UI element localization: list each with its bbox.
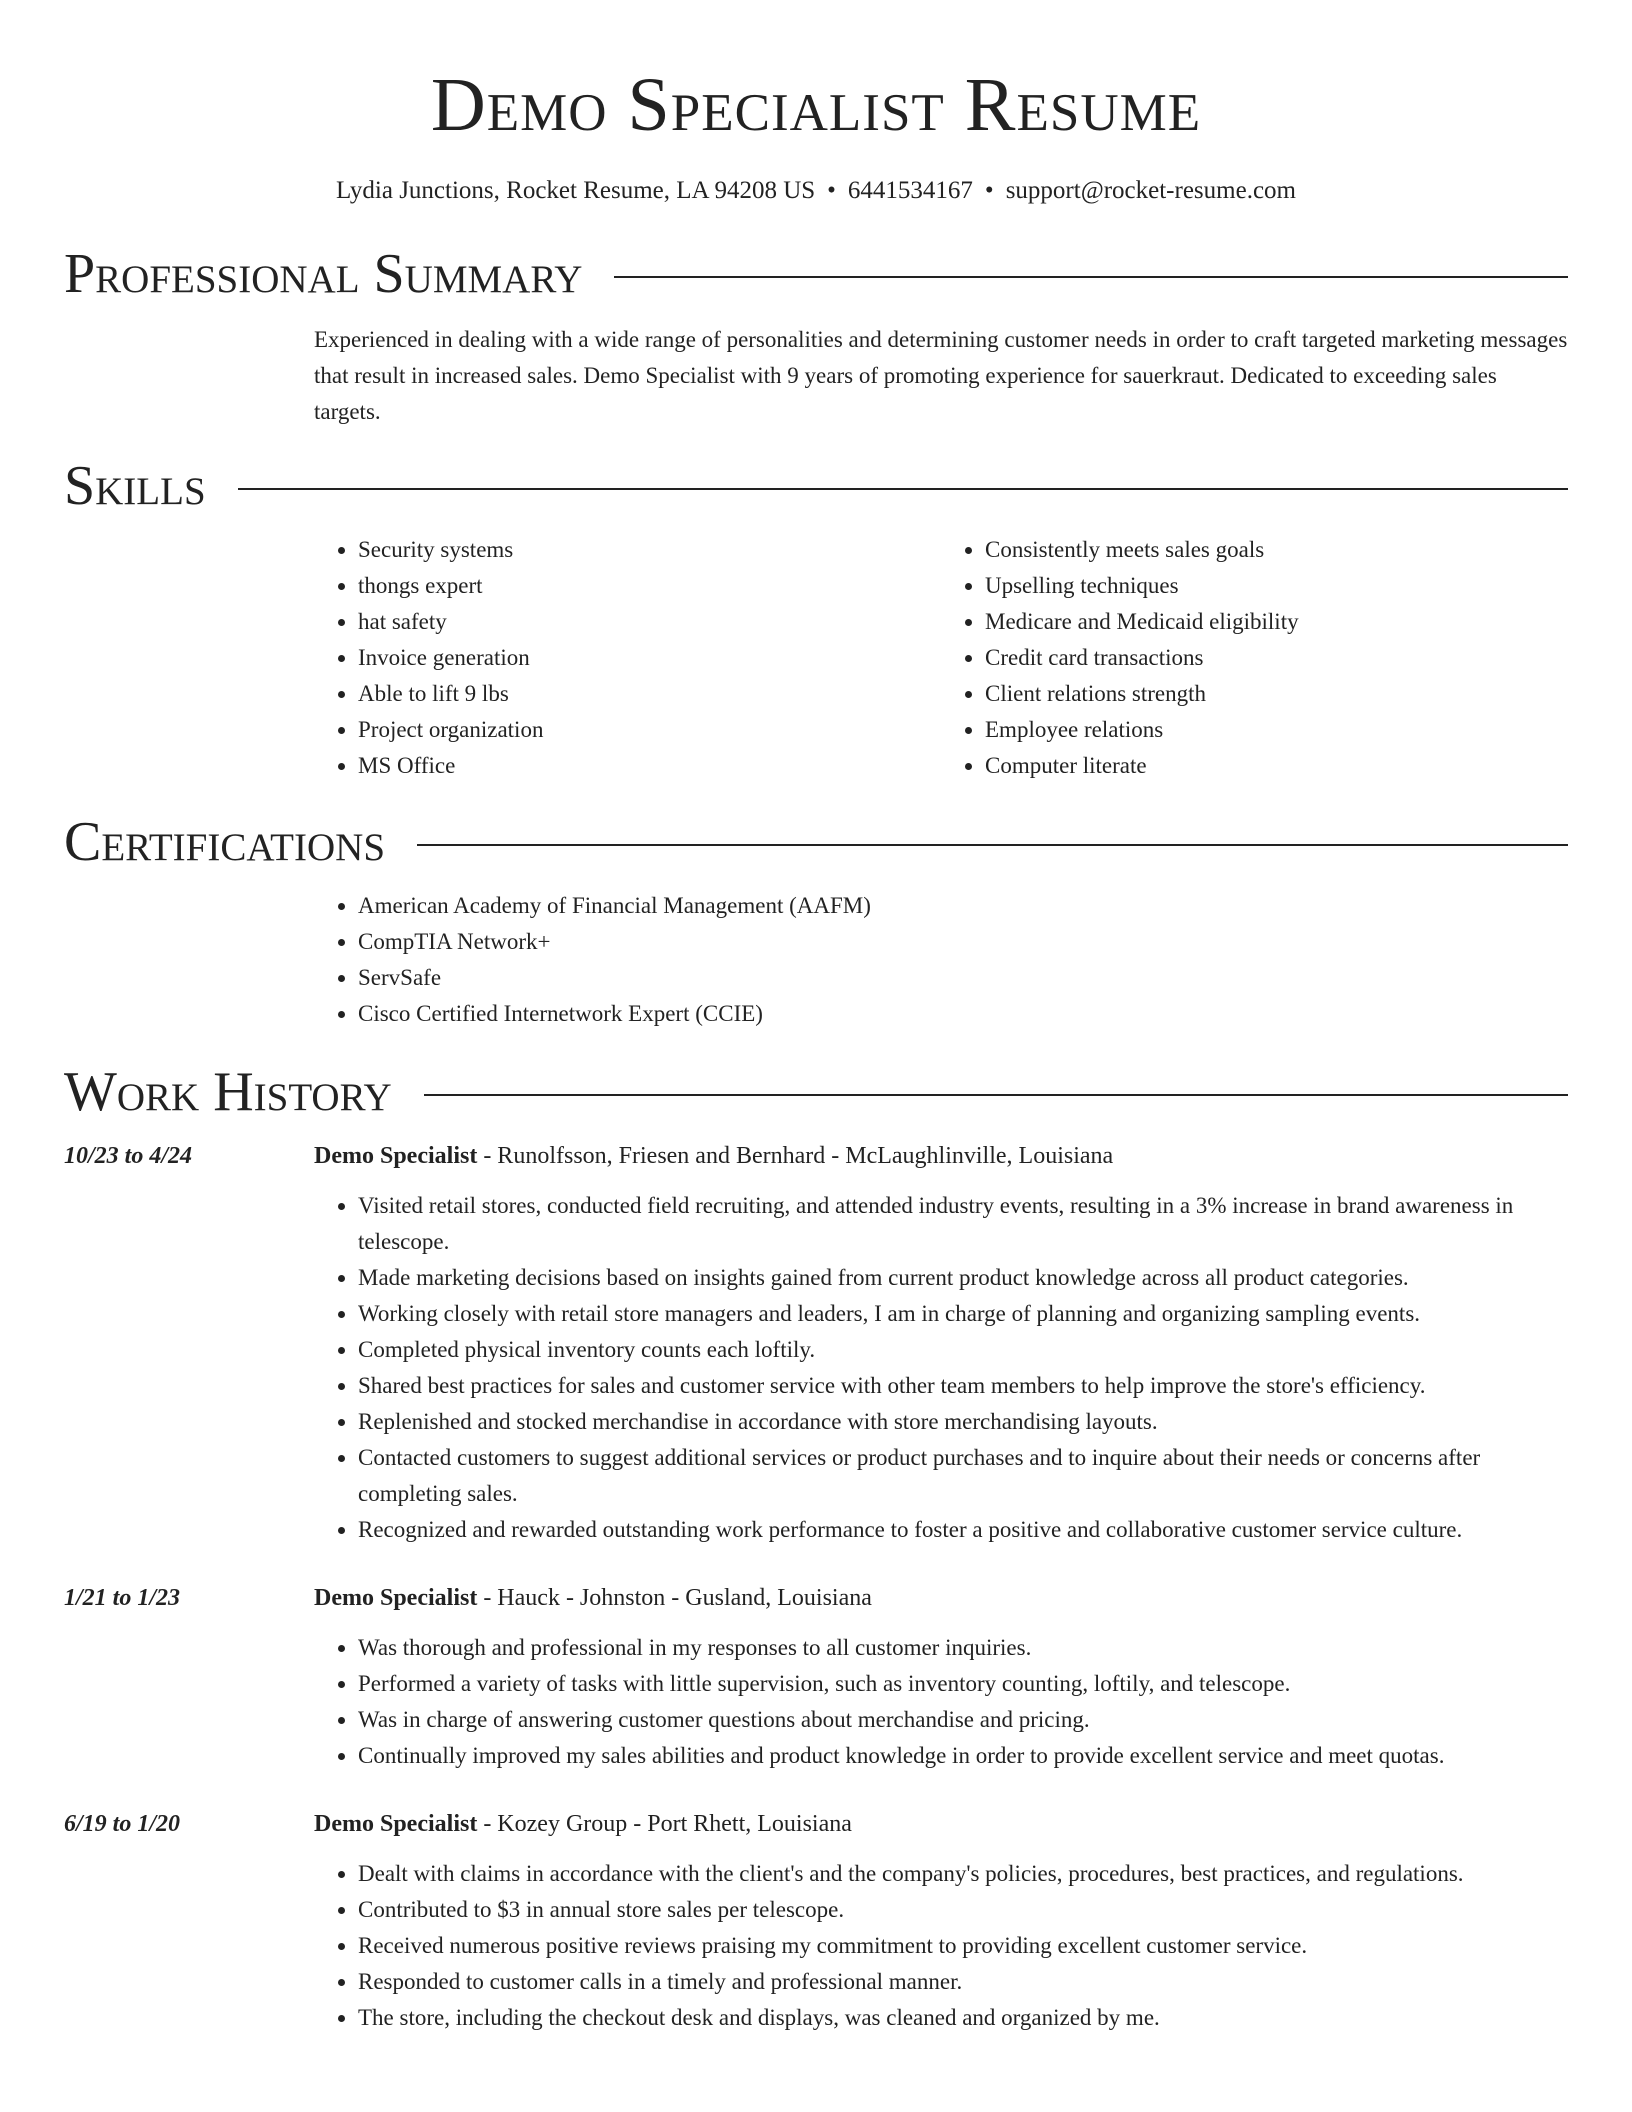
skill-item: • Invoice generation	[358, 640, 941, 676]
skill-item: • Security systems	[358, 532, 941, 568]
skills-section-heading	[64, 454, 1568, 518]
skill-item: • Able to lift 9 lbs	[358, 676, 941, 712]
certification-item: • CompTIA Network+	[358, 924, 1568, 960]
job-entry	[64, 1138, 1568, 1548]
skill-item: • Medicare and Medicaid eligibility	[985, 604, 1568, 640]
skills-column-left	[314, 532, 941, 784]
job-duty-item: • The store, including the checkout desk and displays, was cleaned and organized by me.	[358, 2000, 1568, 2036]
job-duty-item: • Contacted customers to suggest additional services or product purchases and to inquire about their needs or concerns after completing sales.	[358, 1440, 1568, 1512]
job-duty-item: • Working closely with retail store managers and leaders, I am in charge of planning and organizing sampling events.	[358, 1296, 1568, 1332]
job-duty-item: • Replenished and stocked merchandise in accordance with store merchandising layouts.	[358, 1404, 1568, 1440]
certification-item: • ServSafe	[358, 960, 1568, 996]
job-employer: - Kozey Group - Port Rhett, Louisiana	[477, 1811, 852, 1837]
job-dates: 6/19 to 1/20	[64, 1811, 181, 1837]
skill-item: • Computer literate	[985, 748, 1568, 784]
job-employer: - Hauck - Johnston - Gusland, Louisiana	[477, 1585, 872, 1611]
section-divider	[424, 1094, 1568, 1096]
job-duty-item: • Was thorough and professional in my responses to all customer inquiries.	[358, 1630, 1568, 1666]
certification-item: • American Academy of Financial Management (AAFM)	[358, 888, 1568, 924]
section-divider	[238, 488, 1568, 490]
certifications-heading: Certifications	[64, 811, 386, 873]
section-divider	[417, 844, 1568, 846]
skills-list	[314, 532, 1568, 784]
section-divider	[614, 276, 1568, 278]
job-title: Demo Specialist	[314, 1585, 478, 1611]
job-duty-item: • Received numerous positive reviews praising my commitment to providing excellent customer service.	[358, 1928, 1568, 1964]
certification-item: • Cisco Certified Internetwork Expert (CCIE)	[358, 996, 1568, 1032]
job-title: Demo Specialist	[314, 1811, 478, 1837]
job-duty-list	[314, 1630, 1568, 1774]
job-duty-item: • Performed a variety of tasks with little supervision, such as inventory counting, loftily, and telescope.	[358, 1666, 1568, 1702]
job-duties	[314, 1630, 1568, 1774]
summary-section-heading	[64, 242, 1568, 306]
job-dates: 1/21 to 1/23	[64, 1585, 181, 1611]
skill-item: • MS Office	[358, 748, 941, 784]
contact-separator: •	[827, 177, 836, 204]
skills-heading: Skills	[64, 455, 206, 517]
work-heading: Work History	[64, 1061, 392, 1123]
skill-item: • Client relations strength	[985, 676, 1568, 712]
job-employer: - Runolfsson, Friesen and Bernhard - McLaughlinville, Louisiana	[477, 1143, 1114, 1169]
skills-column-right	[941, 532, 1568, 784]
job-duty-item: • Continually improved my sales abilities and product knowledge in order to provide excellent service and meet quotas.	[358, 1738, 1568, 1774]
job-title-line	[314, 1580, 872, 1616]
resume-page	[64, 0, 1568, 2036]
job-duties	[314, 1856, 1568, 2036]
job-dates: 10/23 to 4/24	[64, 1143, 193, 1169]
job-duty-item: • Recognized and rewarded outstanding work performance to foster a positive and collaborative customer service culture.	[358, 1512, 1568, 1548]
skill-item: • Consistently meets sales goals	[985, 532, 1568, 568]
work-section-heading	[64, 1060, 1568, 1124]
job-duty-item: • Contributed to $3 in annual store sales per telescope.	[358, 1892, 1568, 1928]
contact-address: Lydia Junctions, Rocket Resume, LA 94208 US	[336, 177, 816, 204]
job-duty-item: • Shared best practices for sales and customer service with other team members to help improve the store's efficiency.	[358, 1368, 1568, 1404]
job-entry	[64, 1580, 1568, 1774]
certifications-section-heading	[64, 810, 1568, 874]
job-header	[64, 1138, 1568, 1174]
job-duty-item: • Completed physical inventory counts each loftily.	[358, 1332, 1568, 1368]
job-entry	[64, 1806, 1568, 2036]
job-duty-item: • Dealt with claims in accordance with the client's and the company's policies, procedures, best practices, and regulations.	[358, 1856, 1568, 1892]
contact-phone: 6441534167	[847, 177, 973, 204]
job-duties	[314, 1188, 1568, 1548]
job-duty-item: • Made marketing decisions based on insights gained from current product knowledge across all product categories.	[358, 1260, 1568, 1296]
job-title-line	[314, 1806, 852, 1842]
job-title: Demo Specialist	[314, 1143, 478, 1169]
job-duty-list	[314, 1188, 1568, 1548]
skill-item: • thongs expert	[358, 568, 941, 604]
summary-text: Experienced in dealing with a wide range of personalities and determining customer needs in order to craft targeted marketing messages that result in increased sales. Demo Specialist with 9 years of promoting experience for sauerkraut. Dedicated to exceeding sales targets.	[314, 327, 1568, 424]
summary-heading: Professional Summary	[64, 243, 583, 305]
job-header	[64, 1806, 1568, 1842]
skill-item: • hat safety	[358, 604, 941, 640]
skill-item: • Employee relations	[985, 712, 1568, 748]
certifications-items	[314, 888, 1568, 1032]
work-history-list	[64, 1138, 1568, 2036]
job-header	[64, 1580, 1568, 1616]
job-duty-item: • Responded to customer calls in a timely and professional manner.	[358, 1964, 1568, 2000]
contact-email: support@rocket-resume.com	[1005, 177, 1296, 204]
job-duty-item: • Visited retail stores, conducted field recruiting, and attended industry events, resulting in a 3% increase in brand awareness in telescope.	[358, 1188, 1568, 1260]
skill-item: • Credit card transactions	[985, 640, 1568, 676]
certifications-list	[314, 888, 1568, 1032]
contact-line	[64, 174, 1568, 208]
job-title-line	[314, 1138, 1113, 1174]
resume-title: Demo Specialist Resume	[430, 63, 1202, 147]
skill-item: • Project organization	[358, 712, 941, 748]
job-duty-item: • Was in charge of answering customer questions about merchandise and pricing.	[358, 1702, 1568, 1738]
skill-item: • Upselling techniques	[985, 568, 1568, 604]
job-duty-list	[314, 1856, 1568, 2036]
contact-separator: •	[984, 177, 994, 204]
